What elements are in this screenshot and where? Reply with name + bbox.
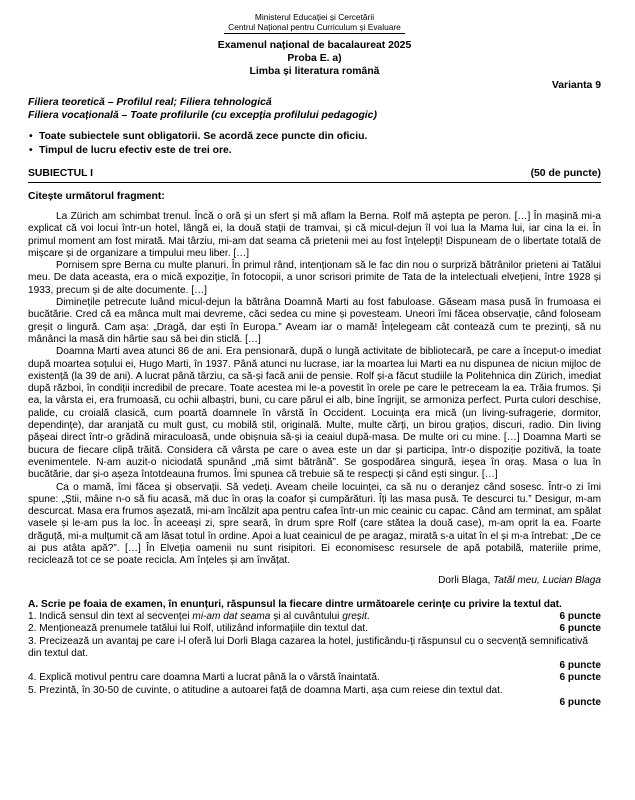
source-work: Tatăl meu, Lucian Blaga <box>493 574 601 586</box>
instruction-item: • Timpul de lucru efectiv este de trei ore. <box>28 144 601 158</box>
instructions-list <box>28 130 601 158</box>
requirements-intro: A. Scrie pe foaia de examen, în enunțuri, răspunsul la fiecare dintre următoarele cerințe cu privire la textul dat. <box>28 598 562 610</box>
requirement-points: 6 puncte <box>559 660 601 672</box>
fragment-paragraph: Doamna Marti avea atunci 86 de ani. Era pensionară, după o lungă activitate de bibliotecară, pe care a început-o imediat după moartea soțului ei, Hugo Marti, în 1937. Până atunci nu lucrase, iar la moartea lui Marti ea nu dispunea de niciun mijloc de existență (la 39 de ani). A lucrat până târziu, ca să-și facă anii de pensie. Rolf și-a făcut studiile la Politehnica din Zürich, imediat după război, în condiții incredibil de precare. Toate acestea mi le-a povestit în orele pe care le petreceam la ea. Trăia frumos. Și ea, la vârsta ei, era frumoasă, cu ochii albaștri, buni, cu care părul ei alb, bine îngrijit, se armoniza perfect. Purta culori deschise, palide, cu croială clasică, cum poartă doamnele în vârstă în Occident. Locuința era mică (un living-sufragerie, dormitor, dependințe), dar aranjată cu mult gust, cu mobilă stil, originală. Multe, multe cărți, un birou grațios, discuri, radio. Din living pășeai direct într-o grădină miraculoasă, unde obișnuia să-și ia ceaiul după-masa. De multe ori cu mine. […] Doamna Marti se bucura de fiecare clipă trăită. Considera că vârsta pe care o avea este un dar și participa, într-o dispoziție pozitivă, la toate evenimentele. N-am auzit-o niciodată spunând „mă simt bătrână”. Se gospodărea singură, ieșea în oraș. Masa o lua în bucătărie, dar și-o așeza întotdeauna frumos. Îmi spunea că trebuie să te respecți și când ești singur. […] <box>28 346 601 481</box>
exam-header <box>28 39 601 78</box>
requirement-item-2 <box>28 623 601 635</box>
source-author: Dorli Blaga, <box>438 574 494 586</box>
section-points: (50 de puncte) <box>530 168 601 179</box>
fragment-paragraph: Diminețile petrecute luând micul-dejun la bătrâna Doamnă Marti au fost fabuloase. Găseam masa pusă în frumoasa ei bucătărie. Cred că ea mânca mult mai devreme, căci sedea cu mine și povesteam. Uneori îmi făcea observație, când foloseam greșit o lingură. Cam așa: „Dragă, dar ești în Europa.” Aveam iar o mamă! Înțelegeam cât contează cum te prezinți, să nu mânânci la masă din hârtie sau să bei din sticlă. […] <box>28 297 601 345</box>
requirement-text: 1. Indică sensul din text al secvenței <box>28 610 193 622</box>
requirement-item-4 <box>28 672 601 684</box>
fragment-paragraph: La Zürich am schimbat trenul. Încă o oră și un sfert și mă aflam la Berna. Rolf mă aștepta pe peron. […] În mașină mi-a explicat că voi locui într-un hotel, lângă ei, la două stații de tramvai, și că micul-dejun îl voi lua la Mama lui, iar cina la ei. În primul moment am fost mirată. Mai târziu, mi-am dat seama că prietenii mei au fost înțelepți! Dispuneam de o libertate totală de mișcare și de organizare a timpului meu liber. […] <box>28 211 601 259</box>
requirement-text: 5. Prezintă, în 30-50 de cuvinte, o atitudine a autoarei față de doamna Marti, așa cum reiese din textul dat. <box>28 684 503 696</box>
exam-proba: Proba E. a) <box>287 53 342 64</box>
requirement-item-1 <box>28 611 601 623</box>
fragment-paragraph: Pornisem spre Berna cu multe planuri. În primul rând, intenționam să le fac din nou o surpriză bătrânilor prieteni ai Tatălui meu. De data aceasta, era o mică expoziție, în fotocopii, a unor scrisori primite de Tata de la intelectuali elvețieni, între 1928 și 1933, precum și de alte documente. […] <box>28 260 601 296</box>
section-header <box>28 168 601 183</box>
requirement-emphasis: mi-am dat seama <box>192 610 271 622</box>
requirement-points: 6 puncte <box>559 623 601 635</box>
requirement-text: 2. Menționează prenumele tatălui lui Rolf, utilizând informațiile din textul dat. <box>28 623 369 635</box>
section-title: SUBIECTUL I <box>28 168 94 179</box>
requirement-points: 6 puncte <box>559 610 601 622</box>
filiera-block <box>28 96 601 122</box>
requirement-item-3 <box>28 636 601 673</box>
source-citation <box>28 575 601 587</box>
ministry-header <box>28 0 601 34</box>
exam-subject: Limba și literatura română <box>249 66 380 77</box>
variant-label: Varianta 9 <box>551 80 601 91</box>
filiera-line-2: Filiera vocațională – Toate profilurile (cu excepția profilului pedagogic) <box>28 110 377 121</box>
requirement-emphasis: greșit <box>342 610 367 622</box>
requirement-text: și al cuvântului <box>270 610 343 622</box>
text-fragment <box>28 211 601 568</box>
requirement-text: 4. Explică motivul pentru care doamna Marti a lucrat până la o vârstă înaintată. <box>28 672 380 684</box>
center-name: Centrul Național pentru Curriculum și Evaluare <box>224 22 405 34</box>
requirement-text: 3. Precizează un avantaj pe care i-l oferă lui Dorli Blaga cazarea la hotel, justificându-ți răspunsul cu o secvență semnificativă din textul dat. <box>28 635 588 659</box>
requirements-list <box>28 611 601 709</box>
instruction-item: • Toate subiectele sunt obligatorii. Se acordă zece puncte din oficiu. <box>28 130 601 144</box>
ministry-name: Ministerul Educației și Cercetării <box>254 12 375 22</box>
exam-title: Examenul național de bacalaureat 2025 <box>217 40 412 51</box>
requirement-points: 6 puncte <box>559 672 601 684</box>
requirement-item-5 <box>28 685 601 710</box>
fragment-paragraph: Ca o mamă, îmi făcea și observații. Să vedeți. Aveam cheile locuinței, ca să nu o deranjez când sosesc. Într-o zi îmi spune: „Știi, mâine n-o să fiu acasă, mă duc în oraș la coafor și cumpărături. Îți las masa pusă. Te descurci tu.” Desigur, m-am descurcat. Masa era frumos așezată, mi-am încălzit apa pentru cafea într-un mic ceainic cu capac. Când am terminat, am spălat vasele și le-am pus la loc. În aceeași zi, spre seară, în drum spre Rolf (care stătea la două case), m-am oprit la ea. Foarte drăguță, mi-a mulțumit că am lăsat totul în ordine. Apoi a luat ceainicul de pe aragaz, mirată s-a uitat în el și m-a întrebat: „De ce ai pus atâta apă?”. […] În Elveția oamenii nu sunt risipitori. Ei economisesc resursele de apă potabilă, materiile prime, reciclează tot ce se poate recicla. Am înțeles și am învățat. <box>28 481 601 567</box>
filiera-line-1: Filiera teoretică – Profilul real; Filiera tehnologică <box>28 97 272 108</box>
requirement-points: 6 puncte <box>559 696 601 708</box>
requirement-text: . <box>366 610 370 622</box>
read-instruction: Citește următorul fragment: <box>28 191 165 202</box>
